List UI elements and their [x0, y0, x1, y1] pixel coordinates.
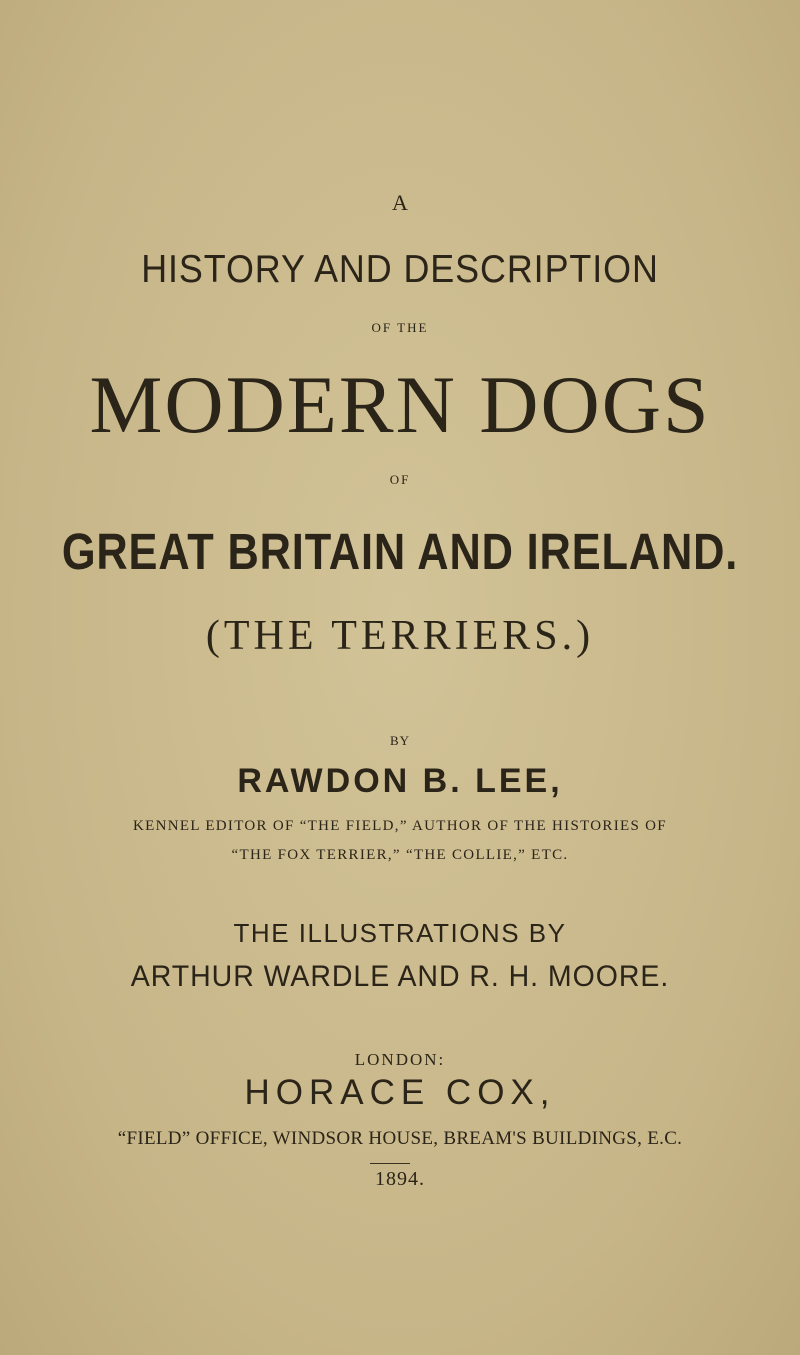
imprint-city: LONDON: [354, 1050, 446, 1069]
author-credentials-line-2: “THE FOX TERRIER,” “THE COLLIE,” ETC. [231, 847, 569, 863]
author-credentials-line-1: KENNEL EDITOR OF “THE FIELD,” AUTHOR OF THE HISTORIES OF [133, 818, 667, 834]
title-of: OF [389, 472, 411, 487]
title-history-line: HISTORY AND DESCRIPTION [141, 248, 659, 291]
illustrations-line-2: ARTHUR WARDLE AND R. H. MOORE. [130, 960, 670, 993]
publication-year: 1894. [375, 1168, 425, 1190]
publisher-name: HORACE COX, [244, 1073, 556, 1112]
author-name: RAWDON B. LEE, [237, 762, 563, 800]
title-article: A [392, 190, 408, 215]
subtitle-terriers: (THE TERRIERS.) [205, 613, 595, 659]
by-label: BY [389, 733, 411, 748]
divider-rule [370, 1163, 410, 1164]
title-of-the: OF THE [371, 320, 429, 335]
illustrations-line-1: THE ILLUSTRATIONS BY [233, 918, 567, 948]
title-modern-dogs: MODERN DOGS [89, 359, 711, 450]
title-great-britain: GREAT BRITAIN AND IRELAND. [61, 523, 739, 580]
publisher-address: “FIELD” OFFICE, WINDSOR HOUSE, BREAM'S BUILDINGS, E.C. [117, 1128, 683, 1149]
